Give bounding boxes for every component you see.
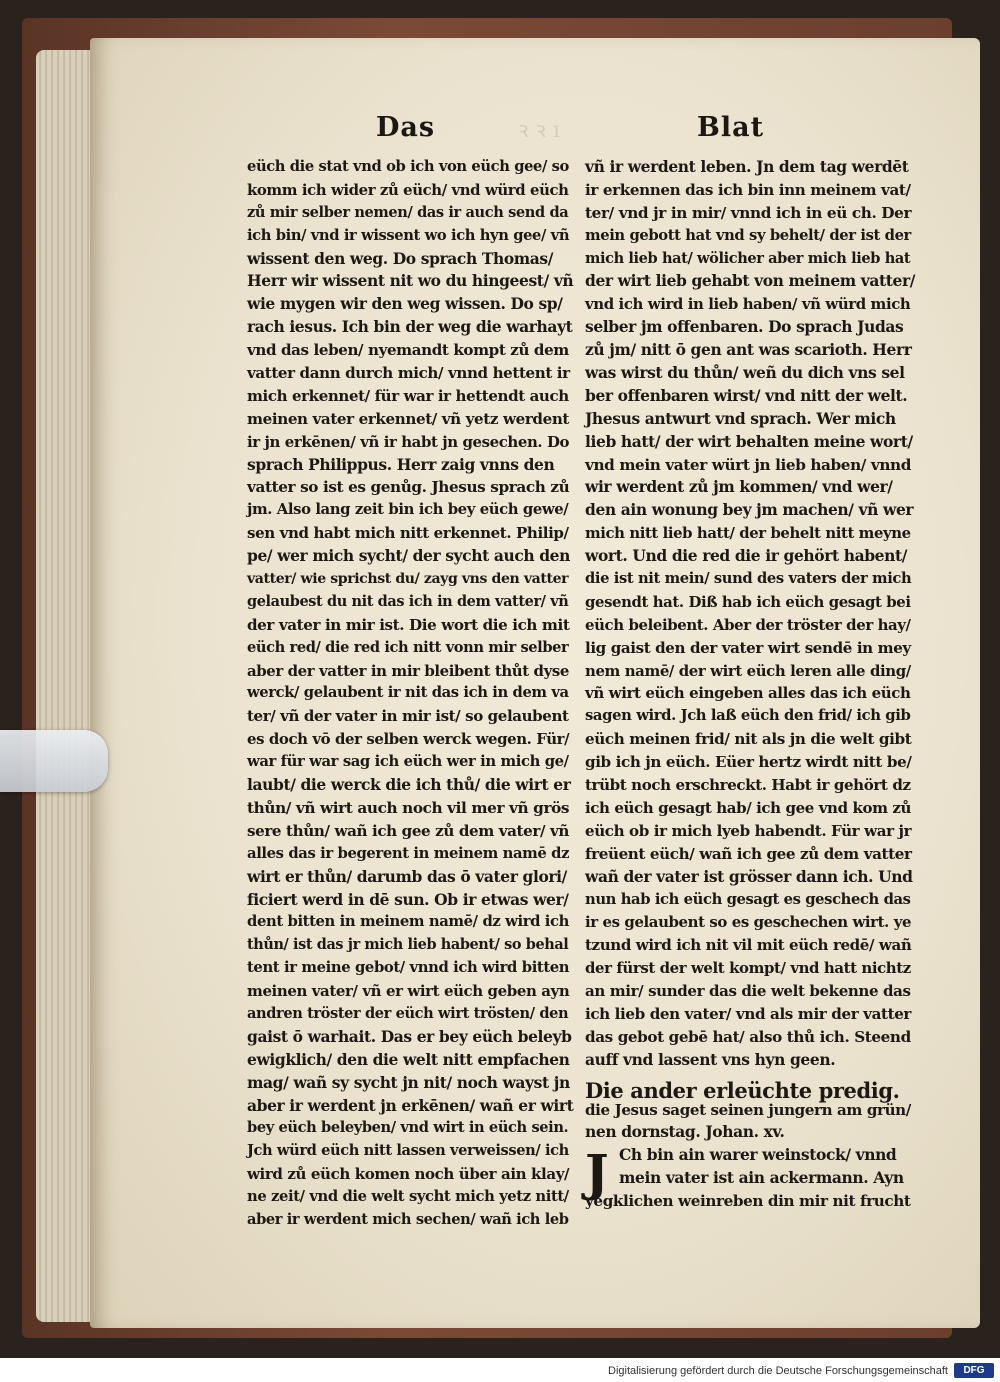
section-body [585, 1144, 915, 1213]
right-column-line: eüch ob ir mich lyeb habendt. Für war jr [585, 821, 912, 840]
right-column-line: eüch beleibent. Aber der tröster der hay/ [585, 615, 911, 634]
left-column-line: meinen vater/ vñ er wirt eüch geben ayn [247, 982, 570, 1001]
left-column-line: jm. Also lang zeit bin ich bey eüch gewe/ [247, 501, 569, 519]
footer-credit: Digitalisierung gefördert durch die Deutsche Forschungsgemeinschaft [608, 1365, 948, 1377]
left-column-line: sere thůn/ wañ ich gee zů dem vater/ vñ [247, 821, 569, 840]
right-column-line: gib ich jn eüch. Eüer hertz wirdt nitt be/ [585, 753, 912, 772]
right-column-line: gesendt hat. Diß hab ich eüch gesagt bei [585, 592, 911, 611]
right-column-line: was wirst du thůn/ weñ du dich vns sel [585, 363, 905, 383]
section-subtitle-line-1: die Jesus saget seinen jungern am grün/ [585, 1100, 911, 1119]
right-column-line: ter/ vnd jr in mir/ vnnd ich in eü ch. Der [585, 203, 912, 222]
right-column-lines [585, 156, 915, 1072]
left-column-line: vatter/ wie sprichst du/ zayg vns den vatter [247, 571, 569, 588]
left-column-line: gelaubest du nit das ich in dem vatter/ vñ [247, 592, 569, 610]
drop-initial: J [585, 1143, 609, 1203]
left-column-line: ich bin/ vnd ir wissent wo ich hyn gee/ vñ [247, 226, 570, 244]
left-column-line: bey eüch beleyben/ vnd wirt in eüch sein. [247, 1119, 569, 1137]
left-column-line: thůn/ vñ wirt auch noch vil mer vñ grös [247, 798, 570, 817]
right-text-column [585, 156, 915, 1213]
right-column-line: wañ der vater ist grösser dann ich. Und [585, 866, 913, 886]
left-column-line: vatter dann durch mich/ vnnd hettent ir [247, 364, 570, 383]
left-column-line: komm ich wider zů eüch/ vnd würd eüch [247, 180, 569, 199]
right-column-line: die ist nit mein/ sund des vaters der mich [585, 570, 912, 588]
right-column-line: ich eüch gesagt hab/ ich gee vnd kom zů [585, 798, 912, 817]
running-head-right: Blat [697, 112, 765, 143]
right-column-line: den ain wonung bey jm machen/ vñ wer [585, 500, 914, 520]
right-column-line: wir werdent zů jm kommen/ vnd wer/ [585, 477, 893, 497]
left-column-line: alles das ir begerent in meinem namē dz [247, 844, 570, 862]
section-subtitle-line-2: nen dornstag. Johan. xv. [585, 1122, 785, 1142]
right-column-line: mich lieb hat/ wölicher aber mich lieb hat [585, 249, 911, 267]
left-column-line: andren tröster der eüch wirt trösten/ den [247, 1004, 569, 1022]
left-column-line: laubt/ die werck die ich thů/ die wirt er [247, 775, 571, 795]
left-column-line: war für war sag ich eüch wer in mich ge/ [247, 753, 569, 771]
left-column-line: ne zeit/ vnd die welt sycht mich yetz nitt/ [247, 1188, 569, 1206]
left-column-line: wird zů eüch komen noch über ain klay/ [247, 1165, 570, 1184]
left-column-line: thůn/ ist das jr mich lieb habent/ so behal [247, 936, 569, 954]
left-column-line: wissent den weg. Do sprach Thomas/ [247, 248, 553, 268]
right-column-line: nem namē/ der wirt eüch leren alle ding/ [585, 661, 911, 680]
left-column-line: ter/ vñ der vater in mir ist/ so gelaubent [247, 707, 569, 726]
section-body-line-2: mein vater ist ain ackermann. Ayn [619, 1168, 904, 1188]
right-column-line: vnd mein vater würt jn lieb haben/ vnnd [585, 455, 911, 474]
left-column-line: ficiert werd in dē sun. Ob ir etwas wer/ [247, 889, 569, 909]
left-column-line: dent bitten in meinem namē/ dz wird ich [247, 913, 569, 931]
left-column-line: wie mygen wir den weg wissen. Do sp/ [247, 294, 563, 314]
show-through-marks: ꝛ ꝛ ı [518, 118, 560, 143]
right-column-line: ir es gelaubent so es geschechen wirt. ye [585, 913, 912, 932]
left-column-line: sprach Philippus. Herr zaig vnns den [247, 454, 555, 474]
right-column-line: Jhesus antwurt vnd sprach. Wer mich [585, 408, 896, 428]
right-column-line: an mir/ sunder das die welt bekenne das [585, 982, 911, 1001]
right-column-line: der fürst der welt kompt/ vnd hatt nichtz [585, 959, 911, 978]
left-column-line: es doch vō der selben werck wegen. Für/ [247, 730, 570, 749]
right-column-line: nun hab ich eüch gesagt es geschech das [585, 890, 911, 908]
left-column-line: rach iesus. Ich bin der weg die warhayt [247, 317, 573, 337]
running-head-left: Das [376, 112, 436, 143]
right-column-line: trübt noch erschreckt. Habt ir gehört dz [585, 776, 911, 795]
right-column-line: ber offenbaren wirst/ vnd nitt der welt. [585, 385, 908, 405]
left-column-line: tent ir meine gebot/ vnnd ich wird bitten [247, 959, 570, 977]
left-column-line: eüch red/ die red ich nitt vonn mir selber [247, 638, 569, 656]
right-column-line: ir erkennen das ich bin inn meinem vat/ [585, 180, 911, 199]
left-column-line: eüch die stat vnd ob ich von eüch gee/ so [247, 158, 569, 175]
left-column-line: Herr wir wissent nit wo du hingeest/ vñ [247, 271, 574, 291]
bookmark-tab [0, 730, 108, 792]
right-column-line: lig gaist den der vater wirt sendē in mey [585, 638, 911, 657]
dfg-logo: DFG [954, 1363, 994, 1378]
left-column-line: aber ir werdent mich sechen/ wañ ich leb [247, 1210, 569, 1228]
right-column-line: selber jm offenbaren. Do sprach Judas [585, 317, 904, 337]
left-column-line: ir jn erkēnen/ vñ ir habt jn gesechen. Do [247, 432, 570, 451]
right-column-line: mein gebott hat vnd sy behelt/ der ist der [585, 226, 911, 244]
left-text-column [247, 156, 573, 1232]
right-column-line: wort. Und die red die ir gehört habent/ [585, 546, 908, 566]
right-column-line: das gebot gebē hat/ also thů ich. Steend [585, 1027, 911, 1046]
left-column-line: der vater in mir ist. Die wort die ich mit [247, 615, 570, 634]
right-column-line: der wirt lieb gehabt von meinem vatter/ [585, 271, 916, 291]
left-column-line: aber ir werdent jn erkēnen/ wañ er wirt [247, 1095, 574, 1115]
left-column-line: werck/ gelaubent ir nit das ich in dem va [247, 684, 569, 702]
right-column-line: lieb hatt/ der wirt behalten meine wort/ [585, 431, 913, 451]
left-column-line: pe/ wer mich sycht/ der sycht auch den [247, 546, 571, 566]
right-column-line: zů jm/ nitt ō gen ant was scarioth. Herr [585, 340, 912, 360]
section-heading: Die ander erleüchte predig. [585, 1077, 900, 1103]
right-column-line: vñ ir werdent leben. Jn dem tag werdēt [585, 157, 909, 176]
section-body-line-1: Ch bin ain warer weinstock/ vnnd [619, 1145, 897, 1165]
left-column-line: zů mir selber nemen/ das ir auch send da [247, 203, 569, 221]
left-column-line: mag/ wañ sy sycht jn nit/ noch wayst jn [247, 1072, 570, 1092]
left-column-line: aber der vatter in mir bleibent thůt dyse [247, 661, 569, 680]
right-column-line: mich nitt lieb hatt/ der behelt nitt meyne [585, 524, 911, 543]
left-column-line: vatter so ist es genůg. Jhesus sprach zů [247, 478, 570, 497]
right-column-line: vnd ich wird in lieb haben/ vñ würd mich [585, 295, 911, 314]
right-column-line: auff vnd lassent vns hyn geen. [585, 1049, 836, 1069]
left-column-line: meinen vater erkennet/ vñ yetz werdent [247, 409, 570, 428]
left-column-line: sen vnd habt mich nitt erkennet. Philip/ [247, 524, 569, 543]
right-column-line: tzund wird ich nit vil mit eüch redē/ wañ [585, 936, 912, 955]
right-column-line: ich lieb den vater/ vnd als mir der vatter [585, 1004, 912, 1023]
section-body-line-3: yegklichen weinreben din mir nit frucht [585, 1192, 911, 1211]
left-column-line: ewigklich/ den die welt nitt empfachen [247, 1049, 570, 1069]
right-column-line: freüent eüch/ wañ ich gee zů dem vatter [585, 844, 912, 863]
left-column-line: Jch würd eüch nitt lassen verweissen/ ich [247, 1142, 569, 1160]
left-column-line: mich erkennet/ für war ir hettendt auch [247, 386, 569, 405]
left-column-line: wirt er thůn/ darumb das ō vater glori/ [247, 866, 567, 886]
right-column-line: eüch meinen frid/ nit als jn die welt gibt [585, 730, 912, 749]
right-column-line: sagen wird. Jch laß eüch den frid/ ich gib [585, 707, 911, 725]
left-column-line: gaist ō warhait. Das er bey eüch beleyb [247, 1026, 572, 1046]
left-column-line: vnd das leben/ nyemandt kompt zů dem [247, 341, 569, 360]
right-column-line: vñ wirt eüch eingeben alles das ich eüch [585, 684, 911, 703]
